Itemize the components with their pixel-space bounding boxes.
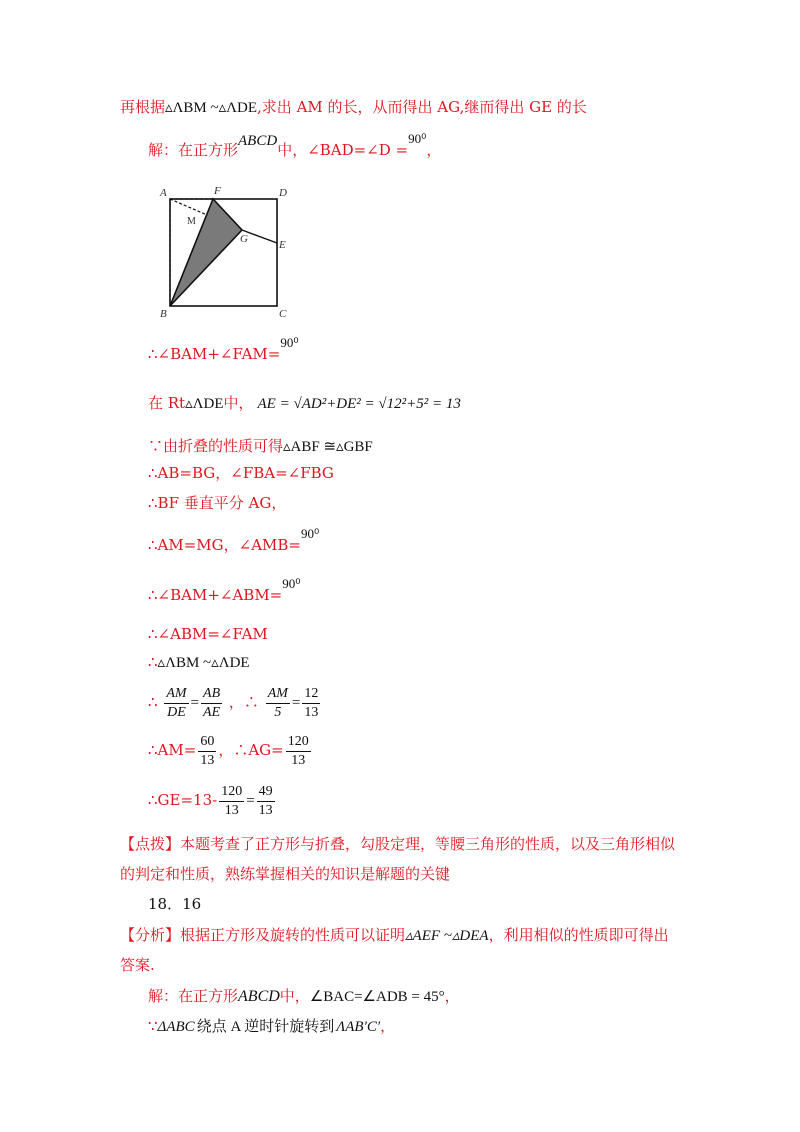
angle-90: 90⁰ [408, 131, 427, 146]
label-d: D [279, 187, 287, 199]
similar-expr: ▵AEF ~▵DEA [405, 928, 489, 944]
text-line-7: ∴BF 垂直平分 AG， [148, 494, 287, 512]
fraction-49-13: $\frac{49}{13}$ [258, 783, 273, 818]
fraction-12-13: $\frac{12}{13}$ [304, 685, 319, 720]
triangle-ade: ▵ΛDE [185, 396, 224, 412]
text-red: ∵ [148, 1017, 158, 1035]
solution-line-1 [148, 986, 460, 1007]
text-line-1 [120, 97, 587, 118]
text-red: 中， [223, 394, 254, 412]
text-red: ， [380, 1017, 396, 1035]
text-red: 在 Rt [148, 394, 186, 412]
text-line-10: ∴∠ABM=∠FAM [148, 625, 268, 643]
fraction-60-13: $\frac{60}{13}$ [200, 733, 215, 768]
angle-90: 90⁰ [280, 335, 299, 350]
text-red: 【分析】根据正方形及旋转的性质可以证明 [120, 926, 406, 944]
fraction-120-13: $\frac{120}{13}$ [221, 783, 243, 818]
comment-line-1: 【点拨】本题考查了正方形与折叠，勾股定理，等腰三角形的性质，以及三角形相似 [120, 835, 676, 853]
congruent-expr: ▵ABF ≅▵GBF [283, 439, 373, 455]
text-line-11 [148, 652, 250, 673]
text-red: ∵由折叠的性质可得 [148, 437, 284, 455]
text-line-5 [148, 436, 373, 457]
analysis-line-2: 答案. [120, 956, 155, 974]
comment-line-2: 的判定和性质，熟练掌握相关的知识是解题的关键 [120, 865, 451, 883]
text-red: ∴ [148, 653, 158, 671]
triangle-abc: ΔABC [157, 1019, 195, 1035]
analysis-line-1 [120, 925, 669, 946]
solution-line-2 [148, 1016, 395, 1037]
text-red: ，利用相似的性质即可得出 [488, 926, 669, 944]
geometry-figure [150, 180, 300, 325]
pythagorean-eq: AE = √AD²+DE² = √12²+5² = 13 [257, 396, 461, 412]
label-c: C [279, 308, 287, 320]
label-e: E [279, 239, 286, 251]
angle-90: 90⁰ [301, 526, 320, 541]
text-red: ∴AM=MG，∠AMB= [148, 536, 301, 554]
text-line-3 [148, 335, 299, 365]
text-red: ∴∠BAM+∠ABM= [148, 586, 283, 604]
fraction-ab-ae: $\frac{AB}{AE}$ [203, 685, 221, 720]
angle-expr: ∠BAC=∠ADB = 45° [309, 989, 445, 1005]
text-line-9 [148, 576, 301, 606]
text-red: ∴ [148, 693, 158, 711]
square-name: ABCD [238, 988, 280, 1005]
text-line-14: ∴GE=13- $\frac{120}{13}$ = $\frac{49}{13}$ [148, 783, 273, 818]
fraction-120-13: $\frac{120}{13}$ [287, 733, 309, 768]
text-red: 解：在正方形 [148, 141, 239, 159]
text-red: ∴∠BAM+∠FAM= [148, 345, 281, 363]
label-a: A [160, 187, 167, 199]
text-line-6: ∴AB=BG，∠FBA=∠FBG [148, 464, 334, 482]
text-red: 再根据 [120, 98, 166, 116]
text-red: ，∴AG= [218, 741, 284, 759]
text-red: ，∴ [228, 693, 259, 711]
label-b: B [160, 308, 167, 320]
text-red: ,求出 AM 的长，从而得出 AG,继而得出 GE 的长 [257, 98, 587, 116]
text-line-8 [148, 526, 320, 556]
text-line-13 [148, 730, 313, 770]
label-m: M [187, 216, 196, 227]
text-line-12: ∴ $\frac{AM}{DE}$ = $\frac{AB}{AE}$ ，∴ $\frac{AM}{5}$ = $\frac{12}{13}$ [148, 685, 319, 720]
fraction-am-de: $\frac{AM}{DE}$ [166, 685, 187, 720]
text-red: 中，∠BAD=∠D = [277, 141, 409, 159]
label-f: F [214, 185, 221, 197]
square-name: ABCD [238, 133, 278, 149]
text-line-2 [148, 131, 442, 161]
text-red: ∴AM= [148, 741, 197, 759]
rotate-text: 绕点 A 逆时针旋转到 [196, 1019, 335, 1035]
text-red: ， [426, 141, 442, 159]
angle-90: 90⁰ [282, 576, 301, 591]
similar-triangles-expr: ▵ΛBM ~▵ΛDE [165, 100, 258, 116]
similar-triangles-expr: ▵ΛBM ~▵ΛDE [157, 655, 250, 671]
text-red: 中， [279, 987, 310, 1005]
fraction-am-5: $\frac{AM}{5}$ [267, 685, 288, 720]
label-g: G [240, 233, 248, 245]
text-red: ， [444, 987, 460, 1005]
question-number: 18．16 [148, 895, 202, 913]
text-red: 解：在正方形 [148, 987, 239, 1005]
folded-triangle [170, 199, 242, 306]
triangle-abc-prime: ΛAB′C′ [336, 1019, 381, 1035]
text-line-4 [148, 393, 461, 414]
text-red: ∴GE=13- [148, 791, 218, 809]
